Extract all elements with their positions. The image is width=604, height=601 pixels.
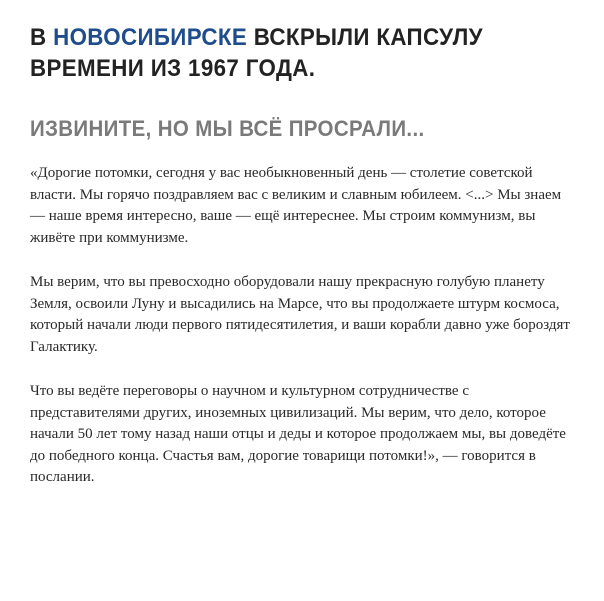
article-body: [30, 163, 576, 489]
paragraph-3: Что вы ведёте переговоры о научном и культурном сотрудничестве с представителями других, иноземных цивилизаций. Мы верим, что дело, которое начали 50 лет тому назад наши отцы и деды и которое продолжаем мы, вы доведёте до победного конца. Счастья вам, дорогие товарищи потомки!», — говорится в послании.: [30, 383, 566, 485]
subheadline: ИЗВИНИТЕ, НО МЫ ВСЁ ПРОСРАЛИ...: [30, 116, 425, 141]
headline-prefix: В: [30, 24, 54, 51]
headline-city: НОВОСИБИРСКЕ: [53, 24, 248, 51]
headline-suffix: ВСКРЫЛИ КАПСУЛУ ВРЕМЕНИ ИЗ 1967 ГОДА.: [30, 24, 483, 82]
headline: [30, 22, 551, 84]
paragraph-2: Мы верим, что вы превосходно оборудовали нашу прекрасную голубую планету Земля, освоили Луну и высадились на Марсе, что вы продолжаете штурм космоса, который начали люди первого пятидесятилетия, и ваши корабли давно уже бороздят Галактику.: [30, 274, 570, 355]
paragraph-1: «Дорогие потомки, сегодня у вас необыкновенный день — столетие советской власти. Мы горячо поздравляем вас с великим и славным юбилеем. <...> Мы знаем — наше время интересно, ваше — ещё интереснее. Мы строим коммунизм, вы живёте при коммунизме.: [30, 165, 562, 246]
